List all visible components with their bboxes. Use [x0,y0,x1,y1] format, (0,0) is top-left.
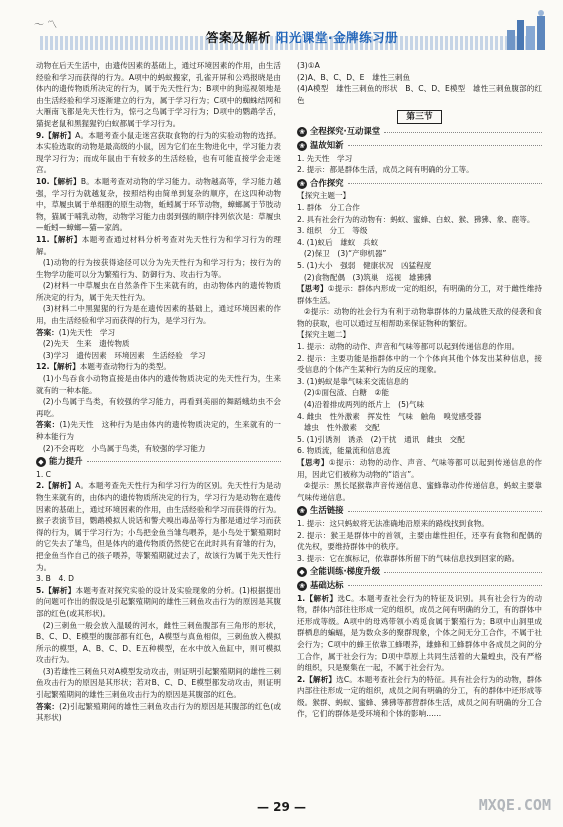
answer-text: 【探究主题一】 [297,191,351,201]
section-heading [297,580,542,592]
section-icon: ❀ [297,141,307,151]
answer-paragraph [297,422,542,434]
answer-label: 11.【解析】 [36,234,82,244]
answer-text: (3)学习 遗传因素 环境因素 生活经验 学习 [42,350,206,360]
answer-paragraph [36,338,281,350]
answer-text: 本题考查动物行为的类型。 [79,362,171,372]
answer-paragraph [297,283,542,306]
answer-paragraph [36,280,281,303]
section-title: 能力提升 [49,456,83,467]
answer-paragraph [297,674,542,720]
answer-text: 5. (1)引诱剂 诱杀 (2)干扰 通讯 雌虫 交配 [297,434,465,444]
answer-paragraph [36,443,281,455]
section-icon: ❀ [297,581,307,591]
answer-text: 2. 提示：都是群体生活，成员之间有明确的分工等。 [297,165,474,175]
section-rule [348,145,543,146]
answer-paragraph [36,666,281,701]
section-heading [297,566,542,578]
answer-paragraph [297,248,542,260]
answer-text: (2)①面包渣、白糖 ②能 [303,388,389,398]
section-heading [297,140,542,152]
header-title-answers: 答案及解析 [206,30,272,45]
answer-label: 5.【解析】 [36,585,76,595]
answer-paragraph [297,83,542,106]
answer-text: 1. 提示：这只蚂蚁将无法准确地沿原来的路线找到食物。 [297,518,489,528]
answer-paragraph [36,60,281,130]
answer-text: 3. B 4. D [36,574,74,584]
answer-label: 【思考】 [297,284,328,294]
answer-text: (1)小鸟吞食小动物直接是由体内的遗传物质决定的先天性行为，生来就有的一种本能。 [36,374,281,395]
answer-paragraph [297,530,542,553]
answer-paragraph [36,130,281,176]
answer-text: (1)动物的行为按获得途径可以分为先天性行为和学习行为；按行为的生物学功能可以分为繁殖行为、防御行为、攻击行为等。 [36,258,281,279]
answer-paragraph [297,190,542,202]
answer-label: 【思考】 [297,458,329,467]
answer-text: A。本题考查先天性行为和学习行为的区别。先天性行为是动物生来就有的，由体内的遗传物质所决定的行为，学习行为是动物在遗传因素的基础上，通过环境因素的作用，由生活经验和学习而获得的行为。猴子表演节目，鹦鹉模拟人说话和警犬嗅出毒品等行为都是通过学习而获得的行为，属于学习行为；小鸟把金鱼当雏鸟喂养，是小鸟处于繁殖期时的它失去了雏鸟，但是体内的遗传物质仍然使它在此时具有育雏的行为，把金鱼当作自己的孩子喂养，等繁殖期就过去了，故该行为属于先天性行为。 [36,481,281,572]
answer-text: (3)若雄性三刺鱼只对A模型发动攻击，则证明引起繁殖期间的雄性三刺鱼攻击行为的原因是其形状；若对B、C、D、E模型都发动攻击，则证明引起繁殖期间的雄性三刺鱼攻击行为的原因是其腹部的红色。 [36,666,281,700]
answer-paragraph [297,260,542,272]
answer-text: A。本题考查小鼠走迷宫获取食物的行为的实验动物的选择。本实验选取的动物是最高级的小鼠，因为它们在生物进化中，学习能力表现学习行为；而成年鼠由于有较多的生活经验，也有可能直接学会走迷宫。 [36,130,281,175]
answer-text: 1. 先天性 学习 [297,153,353,163]
answer-paragraph [297,411,542,423]
answer-paragraph [36,361,281,373]
answer-paragraph [297,306,542,329]
answer-paragraph [297,593,542,674]
answer-paragraph [297,60,542,72]
section-title: 全能训练·梯度升级 [310,566,381,577]
section-icon: ◆ [36,457,46,467]
answer-paragraph [36,620,281,666]
header-title-brand: 阳光课堂·金牌练习册 [275,30,399,45]
answer-label: 9.【解析】 [36,130,76,140]
answer-text: 1. 群体 分工合作 [297,202,360,212]
answer-text: 本题考查对探究实验的设计及实验现象的分析。(1)根据提出的问题可作出的假设是引起繁殖期间的雄性三刺鱼攻击行为的原因是其腹部的红色(或其形状)。 [36,585,281,618]
answer-paragraph [297,329,542,341]
section-icon: ❀ [297,506,307,516]
answer-paragraph [36,257,281,280]
watermark: MXQE.COM [478,796,551,814]
answer-paragraph [36,701,281,724]
answer-paragraph [297,202,542,214]
answer-label: 2.【解析】 [36,481,76,491]
answer-text: 6. 物质流，能量流和信息流 [297,446,391,456]
answer-paragraph [36,480,281,573]
answer-paragraph [297,445,542,457]
answer-text: 1. 提示：动物的动作、声音和气味等都可以起到传递信息的作用。 [297,342,520,352]
answer-text: 4. (1)蚁后 雄蚁 兵蚁 [297,237,379,247]
answer-text: (2)先天 生来 遗传物质 [42,339,130,349]
section-title: 全程探究·互动课堂 [310,126,381,137]
answer-text: 雄虫 性外激素 交配 [303,423,380,433]
answer-paragraph [297,434,542,446]
answer-label: 12.【解析】 [36,362,80,372]
answer-text: (1)先天性 学习 [58,327,116,337]
section-title: 温故知新 [310,139,344,150]
answer-paragraph [297,225,542,237]
answer-paragraph [36,234,281,257]
chapter-section-title [297,110,542,124]
answer-paragraph [36,396,281,419]
answer-paragraph [36,176,281,234]
answer-paragraph [297,341,542,353]
answer-text: (3)材料二中黑猩猩的行为是在遗传因素的基础上，通过环境因素的作用，由生活经验和学习而获得的行为，是学习行为。 [36,304,281,326]
birds-icon: 〜 〽 [34,20,58,31]
answer-paragraph [36,419,281,442]
section-heading [297,178,542,190]
answer-text: (4)沿着排成两列的纸片上 (5)气味 [303,400,425,410]
answer-text: 2. 具有社会行为的动物有：蚂蚁、蜜蜂、白蚁、猴、狒狒、象、鹿等。 [297,214,535,224]
answer-text: ①提示：动物的动作、声音、气味等都可以起到传递信息的作用，因此它们被称为动物的“语言”。 [297,458,542,479]
answer-text: B。本题考查对动物的学习能力。动物越高等，学习能力越强，学习行为就越复杂，按照结构由简单到复杂的顺序，在这四种动物中，草履虫属于单细胞的原生动物，蚯蚓属于环节动物，蟑螂属于节肢动物，猫属于哺乳动物，动物学习能力由弱到强的顺序排列依次是：草履虫—蚯蚓—蟑螂—猫—家鸽。 [36,176,282,233]
page-number: — 29 — [256,800,307,814]
answer-paragraph [297,399,542,411]
answer-paragraph [297,72,542,84]
answer-text: 3. 提示：它在旗标记，依靠群体所留下的气味信息找到回家的路。 [297,553,520,563]
answer-paragraph [297,376,542,388]
answer-paragraph [297,387,542,399]
city-skyline-icon [505,8,549,52]
answer-text: 2. 提示：猴王是群体中的首领，主要由雄性担任，还享有食物和配偶的优先权，要维持群体中的秩序。 [297,530,542,552]
section-title: 合作探究 [310,177,344,188]
answer-label: 10.【解析】 [36,176,81,186]
answer-paragraph [36,350,281,362]
page-header [0,0,563,58]
answer-text: 选C。本题考查社会行为的特征及识别。具有社会行为的动物，群体内部往往形成一定的组织，成员之间有明确的分工，有的群体中还形成等级。A项中的母鸡带领小鸡觅食属于繁殖行为；B项中山洞里成群栖息的蝙蝠，是为数众多的聚群现象，个体之间无分工合作，不属于社会行为；C项中的蜂王依靠工蜂喂养，雄蜂和工蜂群体中各成员之间的分工合作，属于社会行为；D项中草原上共同生活着的大量蝗虫，没有严格的组织，只是聚集在一起，不属于社会行为。 [297,593,542,673]
answer-text: (2)食物配偶 (3)筑巢 巡视 雄狒狒 [303,272,432,282]
answer-text: (3)①A [297,61,320,70]
answer-text: (2)A、B、C、D、E 雄性三刺鱼 [297,72,411,82]
chapter-section-label: 第三节 [397,110,441,124]
section-icon: ◆ [297,567,307,577]
answer-text: 【探究主题二】 [297,330,351,340]
answer-text: 选C。本题考查社会行为的特征。具有社会行为的动物，群体内部往往形成一定的组织，成员之间有明确的分工，有的群体中还形成等级。猴群、蚂蚁、蜜蜂、狒狒等都营群体生活，成员之间有明确的分工合作，它们的群体是受环境和个体的影响…… [297,674,542,719]
answer-text: ②提示：动物的社会行为有利于动物靠群体的力量战胜天敌的侵袭和食物的获取，也可以通过互相帮助来保证物种的繁衍。 [297,307,542,328]
answer-text: 4. 雌虫 性外激素 挥发性 气味 触角 嗅觉感受器 [297,411,482,421]
answer-text: (2)保卫 (3)“产卵机器” [303,249,387,259]
answer-text: (1)先天性 这种行为是由体内的遗传物质决定的，生来就有的一种本能行为 [36,420,282,441]
answer-paragraph [36,373,281,396]
answer-label: 答案： [36,701,60,711]
answer-paragraph [36,585,281,620]
answer-label: 答案： [36,327,59,337]
answer-paragraph [297,272,542,284]
answer-label: 1.【解析】 [297,593,338,603]
answer-text: 5. (1)大小 强弱 健康状况 凶猛程度 [297,260,432,270]
answer-paragraph [297,164,542,176]
answer-paragraph [297,214,542,226]
answer-text: (2)小鸟属于鸟类，有较强的学习能力，再看到美丽的舞蹈蛾幼虫不会再吃。 [36,397,281,418]
answer-paragraph [297,480,542,503]
answer-paragraph [36,327,281,339]
section-rule [348,183,543,184]
answer-text: 3. (1)蚂蚁是靠气味来交流信息的 [297,376,409,386]
answer-label: 2.【解析】 [297,674,337,684]
right-column [297,60,542,720]
answer-text: ①提示：群体内形成一定的组织，有明确的分工，对于雌性维持群体生活。 [297,284,542,305]
section-rule [384,572,542,573]
section-heading [36,456,281,468]
answer-text: (2)三刺鱼一般会放入温暖的河水，雌性三刺鱼腹部有三角形的形状，B、C、D、E模型的腹部都有红色，A模型与真鱼相似，三刺鱼放入模拟所示的模型，A、B、C、D、E五种模型，在水中放入鱼缸中，则可模拟攻击行为。 [36,620,281,665]
answer-text: (2)引起繁殖期间的雄性三刺鱼攻击行为的原因是其腹部的红色(或其形状) [36,701,282,723]
answer-text: 2. 提示：主要功能是指群体中的一个个体向其他个体发出某种信息，接受信息的个体产生某种行为的反应的现象。 [297,353,542,375]
section-rule [87,461,282,462]
section-title: 基础达标 [310,579,344,590]
answer-text: 动物在后天生活中，由遗传因素的基础上，通过环境因素的作用，由生活经验和学习而获得的行为。A项中的蚂蚁搬家，孔雀开屏和公鸡报晓是由体内的遗传物质所决定的行为，属于先天性行为；B项中的狗巡视领地是由生活经验和学习逐渐建立的行为，属于学习行为；C项中的蜘蛛结网和大雁南飞都是先天性行为，惊弓之鸟属于学习行为；D项中的鹦鹉学舌，猫捉老鼠和黑猩猩钓白蚁都属于学习行为。 [36,61,281,128]
answer-paragraph [36,303,281,326]
answer-paragraph [297,457,542,480]
answer-text: 3. 组织 分工 等级 [297,226,368,236]
answer-paragraph [297,153,542,165]
answer-text: 1. C [36,469,51,479]
section-heading [297,505,542,517]
section-heading [297,126,542,138]
answer-text: (2)材料一中草履虫在自然条件下生来就有的，由动物体内的遗传物质所决定的行为，属于先天性行为。 [36,281,281,302]
section-rule [348,511,543,512]
answer-paragraph [297,518,542,530]
section-rule [384,132,542,133]
answer-text: ②提示：黑长尾猴靠声音传递信息、蜜蜂靠动作传递信息，蚂蚁主要靠气味传递信息。 [297,481,542,502]
header-title [206,28,398,46]
answer-paragraph [297,237,542,249]
answer-paragraph [36,573,281,585]
section-title: 生活链接 [310,505,344,516]
answer-paragraph [297,553,542,565]
section-icon: ❀ [297,127,307,137]
answer-label: 答案： [36,420,60,430]
section-rule [348,585,543,586]
answer-paragraph [297,353,542,376]
answer-text: 本题考查通过材料分析考查对先天性行为和学习行为的理解。 [36,234,281,256]
answer-paragraph [36,469,281,481]
left-column [36,60,281,724]
answer-text: (2)不会再吃 小鸟属于鸟类，有较强的学习能力 [42,443,206,453]
answer-text: (4)A模型 雄性三刺鱼的形状 B、C、D、E模型 雄性三刺鱼腹部的红色 [297,84,542,105]
section-icon: ❀ [297,179,307,189]
